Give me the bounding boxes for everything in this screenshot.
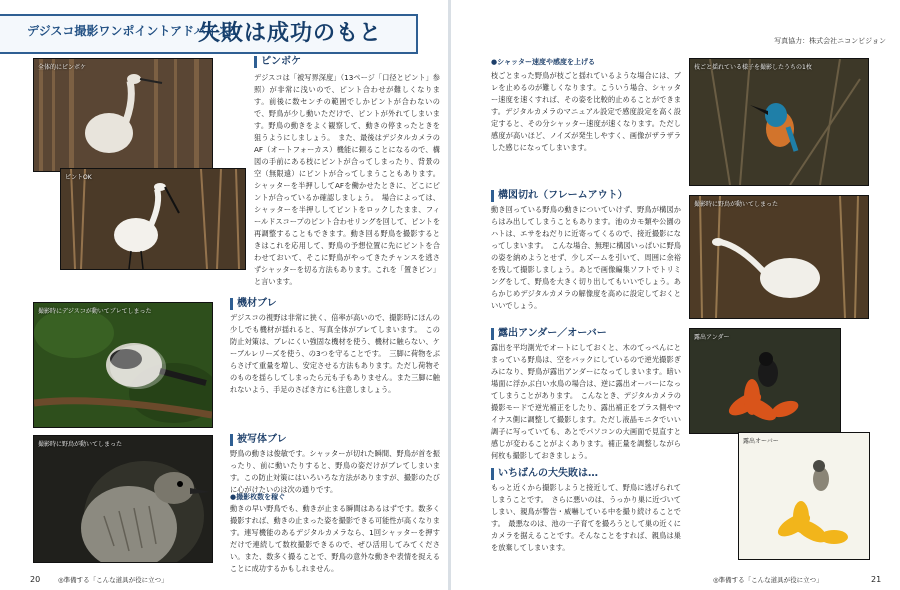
section-title-pinboke: ピンボケ <box>254 56 301 68</box>
photo-caption: ピントOK <box>65 174 92 181</box>
page-title: 失敗は成功のもと <box>198 21 383 46</box>
photo-caption: 露出アンダー <box>694 334 730 341</box>
photo-caption: 全体的にピンボケ <box>38 64 87 71</box>
photo-caption: 撮影時に野鳥が動いてしまった <box>694 201 779 208</box>
section-body-equipment-shake: デジスコの視野は非常に狭く、倍率が高いので、撮影時にほんの少しでも機材が揺れると、写真全体がブレてしまいます。 この防止対策は、ブレにくい強固な機材を使う、機材に触らない、ケーブルレリーズを使う、の3つを守ることです。 三脚に荷物をぶらさげて重量を増し、安定させる方法もあります。ただし荷物そのものを揺らしてしまったら元も子もありません。また三脚に触れないよう、手足のさばき方にも注意しましょう。 <box>230 313 440 394</box>
footer-text-right: ◎準備する「こんな道具が役に立つ」 <box>713 576 823 584</box>
section-title-equipment-shake: 機材ブレ <box>230 298 277 310</box>
photo-caption: 撮影時にデジスコが動いてブレてしまった <box>38 308 152 315</box>
header-series: デジスコ撮影ワンポイントアドバイス1 <box>27 24 239 38</box>
left-page <box>0 0 449 590</box>
photo-caption: 露出オーバー <box>743 438 779 445</box>
brown-eared-bulbul-image <box>34 436 212 562</box>
kingfisher-image <box>690 59 868 185</box>
photo-underexposed-bird <box>689 328 841 434</box>
section-body-exposure: 露出を平均測光でオートにしておくと、木のてっぺんにとまっている野鳥は、空をバックにしているので逆光撮影ぎみになり、野鳥が露出アンダーになってしまいます。暗い場面に浮かぶ白い水鳥の場合は、逆に露出オーバーになってしまうことがあります。 こんなとき、デジタルカメラの撮影モードで逆光補正をしたり、露出補正をプラス側やマイナス側に調整して撮影します。ただし液晶モニタでいい調子に写っていても、あとでパソコンの大画面で見直すと感じが変わることがよくあります。補正量を調整しながら何枚も撮影しておきましょう。 <box>491 343 681 460</box>
subsection-body-shutter-speed: 枝ごとまった野鳥が枝ごと揺れているような場合には、ブレを止めるのが難しくなります。こういう場合、シャッター速度を速くすれば、その姿を比較的止めることができます。デジタルカメラのマニュアル設定で感度設定を高く設定すると、その分シャッター速度が速くなります。ただし感度が高いほど、ノイズが発生しやすく、画像がザラザラした感じになってしまいます。 <box>491 71 681 152</box>
photo-caption: 枝ごと揺れている様子を撮影したうちの1枚 <box>694 64 812 71</box>
right-page <box>451 0 900 590</box>
photo-subject-motion-bird <box>33 435 213 563</box>
footer-text-left: ◎準備する「こんな道具が役に立つ」 <box>58 576 168 584</box>
photo-overexposed-bird <box>738 432 870 560</box>
photo-caption: 撮影時に野鳥が動いてしまった <box>38 441 123 448</box>
egret-motion-image <box>690 196 868 318</box>
section-title-subject-shake: 被写体ブレ <box>230 434 287 446</box>
section-title-exposure: 露出アンダー／オーバー <box>491 328 607 340</box>
section-title-frame-out: 構図切れ（フレームアウト） <box>491 190 628 202</box>
photo-credit: 写真協力：株式会社ニコンビジョン <box>774 37 886 45</box>
egret-sharp-image <box>61 169 245 269</box>
photo-kingfisher-branch <box>689 58 869 186</box>
photo-in-focus-egret <box>60 168 246 270</box>
subsection-body-shot-count: 動きの早い野鳥でも、動きが止まる瞬間はあるはずです。数多く撮影すれば、動きの止まった姿を撮影できる可能性が高くなります。連写機能のあるデジタルカメラなら、1回シャッターを押すだけで連続して数枚撮影できるので、ぜひ活用してみてください。また、数多く撮ることで、野鳥の意外な動きや表情を捉えることに成功するかもしれません。 <box>230 504 440 573</box>
section-body-frame-out: 動き回っている野鳥の動きについていけず、野鳥が構図からはみ出してしまうこともあります。池のカモ類や公園のハトは、エサをねだりに近寄ってくるので、接近撮影になってしまいます。 こんな場合、無理に構図いっぱいに野鳥の姿を納めようとせず、少しズームを引いて、周囲に余裕を残して撮影しましょう。あとで画像編集ソフトでトリミングをして、野鳥を大きく切り出してもいいでしょう。あらかじめデジタルカメラの解像度を高めに設定しておくといいでしょう。 <box>491 205 681 310</box>
long-tailed-tit-image <box>34 303 212 427</box>
subsection-title-shot-count: ●撮影枚数を稼ぐ <box>230 493 286 501</box>
bird-on-lily-bright-image <box>739 433 869 559</box>
section-body-subject-shake: 野鳥の動きは俊敏です。シャッターが切れた瞬間、野鳥が首を振ったり、前に動いたりすると、野鳥の姿だけがブレてしまいます。この防止対策にはいろいろな方法がありますが、撮影のたびに心がけたいのは次の通りです。 <box>230 449 440 494</box>
section-body-biggest-failure: もっと近くから撮影しようと接近して、野鳥に逃げられてしまうことです。 さらに悪いのは、うっかり巣に近づいてしまい、親鳥が警告・威嚇している中を撮り続けることです。 最悪なのは、池の一子育てを撮ろうとして巣の近くにカメラを据えることです。そんなことをすれば、親鳥は巣を放棄してしまいます。 <box>491 483 681 552</box>
page-number-left: 20 <box>30 575 41 584</box>
section-title-biggest-failure: いちばんの大失敗は… <box>491 468 598 480</box>
photo-out-of-focus-egret <box>33 58 213 172</box>
egret-blurry-image <box>34 59 212 171</box>
subsection-title-shutter-speed: ●シャッター速度や感度を上げる <box>491 58 595 66</box>
section-body-pinboke: デジスコは「被写界深度」（13ページ「口径とピント」参照）が非常に浅いので、ピント合わせが難しくなります。前後に数センチの範囲でしかピントが合わないので、野鳥が少し動いただけで、ピントが外れてしまいます。野鳥の動きをよく観察して、動きの停まったときを狙うようにしましょう。 また、最後はデジタルカメラのAF（オートフォーカス）機能に頼ることになるので、構図の手前にある枝にピントが合ってしまったり、背景の空（無限遠）にピントが合ってしまうこともあります。シャッターを半押ししてAFを働かせたときに、どこにピントが合っているか確認しましょう。 場合によっては、シャッターを半押ししてピントをロックしたまま、フィールドスコープのピント合わせリングを回して、ピントを再調整することもできます。動き回る野鳥を撮影するときはこれを応用して、野鳥の予想位置に先にピントを合わせておいて、そこに野鳥がやってきたチャンスを逃さずシャッターを切る方法もあります。これを「置きピン」と言います。 <box>254 73 441 286</box>
photo-egret-motion <box>689 195 869 319</box>
bird-on-lily-dark-image <box>690 329 840 433</box>
page-number-right: 21 <box>871 575 882 584</box>
photo-camera-shake-tit <box>33 302 213 428</box>
